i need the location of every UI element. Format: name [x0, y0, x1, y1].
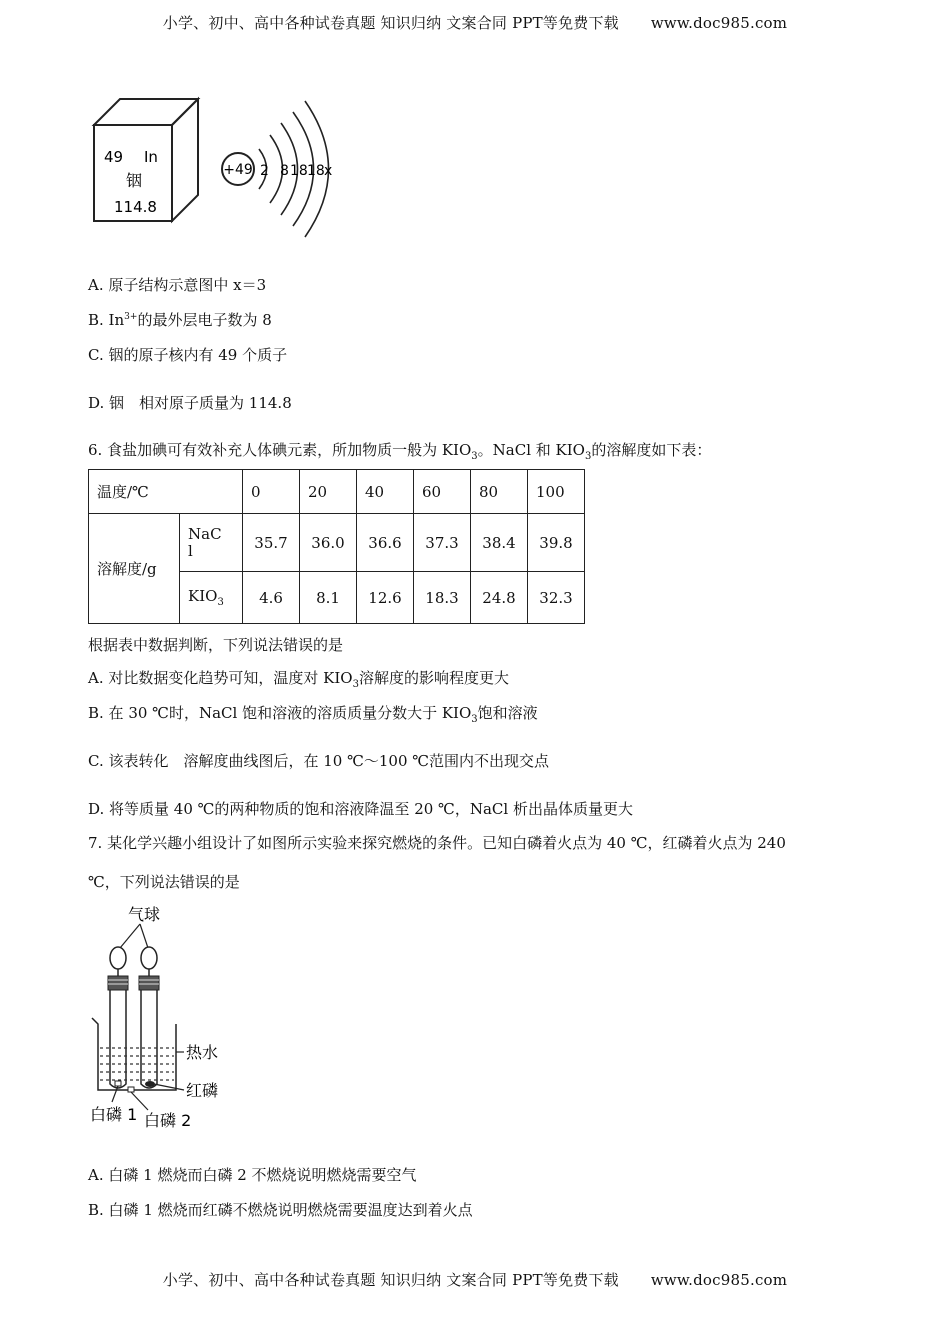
- q6-stem-sub: 3: [471, 451, 478, 462]
- kio3-value: 18.3: [414, 572, 471, 624]
- atomic-number: 49: [104, 148, 124, 166]
- temp-0: 0: [243, 470, 300, 514]
- nacl-label-line2: l: [188, 541, 193, 560]
- q5-option-d: D. 铟 相对原子质量为 114.8: [88, 394, 292, 412]
- q7-stem-line1: 7. 某化学兴趣小组设计了如图所示实验来探究燃烧的条件。已知白磷着火点为 40 ℃，红磷着火点为 240: [88, 834, 786, 852]
- q6-option-a-suffix: 溶解度的影响程度更大: [358, 669, 509, 687]
- q6-stem-prefix: 6. 食盐加碘可有效补充人体碘元素，所加物质一般为 KIO: [88, 441, 472, 459]
- indium-figure: [90, 95, 350, 240]
- white-phosphorus-1: [115, 1081, 121, 1086]
- temp-20: 20: [300, 470, 357, 514]
- balloon-label: 气球: [128, 905, 161, 924]
- kio3-label-sub: 3: [217, 597, 224, 608]
- shell-1-electrons: 2: [260, 163, 269, 179]
- kio3-label-text: KIO: [188, 587, 218, 605]
- q5-option-a: A. 原子结构示意图中 x＝3: [88, 276, 267, 294]
- kio3-value: 4.6: [243, 572, 300, 624]
- kio3-value: 8.1: [300, 572, 357, 624]
- q6-option-b-suffix: 饱和溶液: [477, 704, 538, 722]
- shell-3-electrons: 18: [290, 163, 308, 179]
- kio3-value: 12.6: [357, 572, 414, 624]
- red-phosphorus: [145, 1081, 155, 1087]
- q7-option-a: A. 白磷 1 燃烧而白磷 2 不燃烧说明燃烧需要空气: [88, 1166, 417, 1184]
- shell-4-electrons: 18: [307, 163, 325, 179]
- nacl-value: 37.3: [414, 514, 471, 572]
- q6-option-a-sub: 3: [352, 679, 359, 690]
- white-phosphorus-2: [128, 1087, 134, 1092]
- q6-option-a: [88, 667, 509, 690]
- q5-option-b-sup: 3+: [124, 312, 138, 322]
- q6-prompt: 根据表中数据判断，下列说法错误的是: [88, 636, 344, 654]
- kio3-label: [180, 572, 243, 624]
- temp-100: 100: [528, 470, 585, 514]
- nacl-value: 39.8: [528, 514, 585, 572]
- q6-stem-mid: 。NaCl 和 KIO: [477, 441, 585, 459]
- q6-option-a-prefix: A. 对比数据变化趋势可知，温度对 KIO: [88, 669, 353, 687]
- q5-option-b-prefix: B. In: [88, 311, 125, 329]
- footer-site: www.doc985.com: [650, 1271, 788, 1289]
- q6-option-b-sub: 3: [471, 714, 478, 725]
- white-phosphorus-1-label: 白磷 1: [90, 1105, 138, 1124]
- q6-stem: [88, 439, 711, 462]
- test-tube-right: [141, 990, 157, 1088]
- q7-option-b: B. 白磷 1 燃烧而红磷不燃烧说明燃烧需要温度达到着火点: [88, 1201, 473, 1219]
- element-name: 铟: [126, 171, 143, 190]
- q6-option-c: C. 该表转化 溶解度曲线图后，在 10 ℃～100 ℃范围内不出现交点: [88, 752, 550, 770]
- beaker: [92, 1018, 176, 1090]
- nucleus-charge: +49: [223, 162, 253, 178]
- balloon-right: [141, 947, 157, 969]
- temp-80: 80: [471, 470, 528, 514]
- stopper-right: [139, 976, 159, 990]
- kio3-value: 24.8: [471, 572, 528, 624]
- q5-option-b: [88, 309, 272, 330]
- hot-water-label: 热水: [186, 1043, 219, 1062]
- stopper-left: [108, 976, 128, 990]
- nacl-label-line1: NaC: [188, 524, 222, 543]
- page-footer: [0, 1269, 950, 1290]
- hot-water: [100, 1048, 174, 1080]
- combustion-apparatus-figure: [88, 900, 248, 1136]
- shell-5-electrons: x: [324, 163, 333, 179]
- red-phosphorus-label: 红磷: [186, 1081, 219, 1100]
- balloon-left: [110, 947, 126, 969]
- nacl-value: 36.0: [300, 514, 357, 572]
- nacl-value: 35.7: [243, 514, 300, 572]
- nacl-value: 36.6: [357, 514, 414, 572]
- q6-option-b: [88, 702, 538, 725]
- element-symbol: In: [144, 148, 158, 166]
- temp-40: 40: [357, 470, 414, 514]
- q7-stem-line2: ℃，下列说法错误的是: [88, 873, 240, 891]
- q5-option-b-suffix: 的最外层电子数为 8: [137, 311, 272, 329]
- q5-option-c: C. 铟的原子核内有 49 个质子: [88, 346, 288, 364]
- white-phosphorus-2-label: 白磷 2: [144, 1111, 192, 1130]
- temp-60: 60: [414, 470, 471, 514]
- header-text: 小学、初中、高中各种试卷真题 知识归纳 文案合同 PPT等免费下载: [162, 14, 619, 32]
- nacl-label: [180, 514, 243, 572]
- q6-option-b-prefix: B. 在 30 ℃时，NaCl 饱和溶液的溶质质量分数大于 KIO: [88, 704, 472, 722]
- shell-2-electrons: 8: [280, 163, 289, 179]
- nacl-value: 38.4: [471, 514, 528, 572]
- q6-stem-suffix: 的溶解度如下表：: [591, 441, 712, 459]
- q6-stem-sub2: 3: [584, 451, 592, 462]
- footer-text: 小学、初中、高中各种试卷真题 知识归纳 文案合同 PPT等免费下载: [162, 1271, 619, 1289]
- q6-option-d: D. 将等质量 40 ℃的两种物质的饱和溶液降温至 20 ℃，NaCl 析出晶体质量更大: [88, 800, 633, 818]
- page-header: [0, 12, 950, 33]
- test-tube-left: [110, 990, 126, 1088]
- kio3-value: 32.3: [528, 572, 585, 624]
- atomic-mass: 114.8: [114, 198, 157, 216]
- header-site: www.doc985.com: [650, 14, 788, 32]
- temp-header: 温度/℃: [89, 470, 243, 514]
- solubility-table: [88, 469, 585, 624]
- solubility-header: 溶解度/g: [89, 514, 180, 624]
